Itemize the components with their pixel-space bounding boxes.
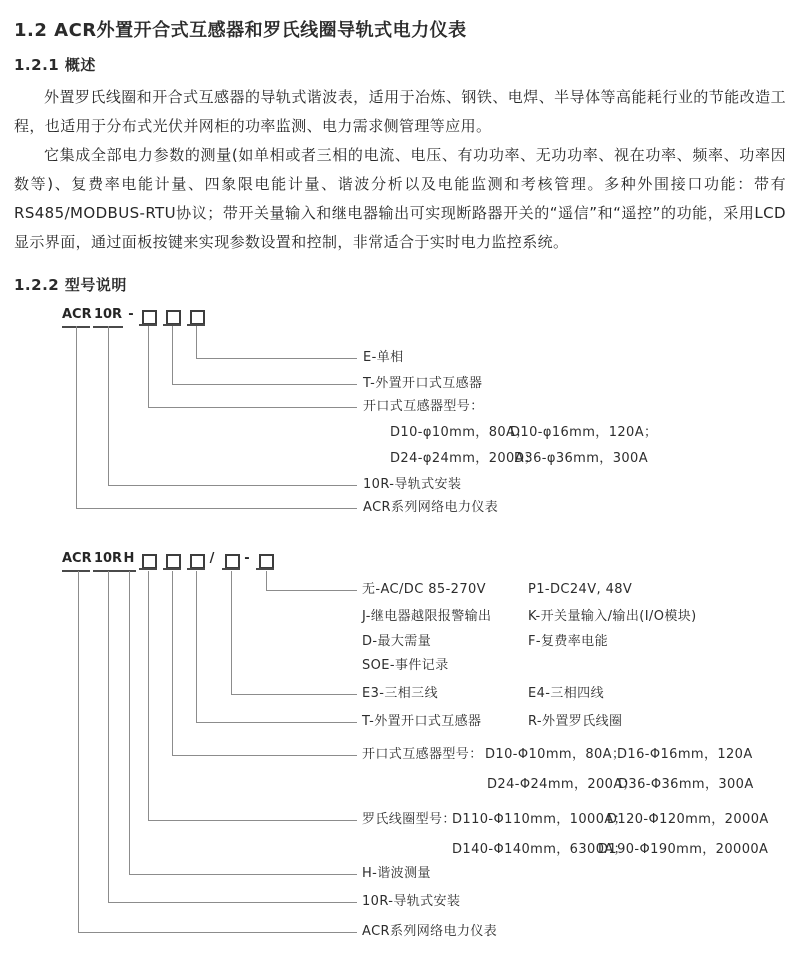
label-single-phase: E-单相 (363, 350, 404, 365)
label-relay-output: J-继电器越限报警输出 (362, 609, 492, 624)
leader-line (129, 874, 357, 875)
label-rogowski-model: D120-Φ120mm，2000A (607, 812, 769, 827)
label-max-demand: D-最大需量 (362, 634, 432, 649)
label-external-rogowski: R-外置罗氏线圈 (528, 714, 623, 729)
model-placeholder-box (259, 554, 274, 569)
label-ct-model: D24-φ24mm，200A； (390, 451, 538, 466)
model-placeholder-box (166, 310, 181, 325)
box-underline (139, 568, 157, 570)
leader-line (196, 571, 197, 722)
leader-line (148, 820, 357, 821)
label-rail-mount: 10R-导轨式安装 (362, 894, 461, 909)
leader-line (129, 571, 130, 874)
leader-line (108, 571, 109, 902)
leader-line (266, 571, 267, 590)
label-power-default: 无-AC/DC 85-270V (362, 582, 486, 597)
box-underline (163, 568, 181, 570)
label-external-ct: T-外置开口式互感器 (363, 376, 483, 391)
overview-paragraph-1: 外置罗氏线圈和开合式互感器的导轨式谐波表，适用于冶炼、钢铁、电焊、半导体等高能耗行业的节能改造工程，也适用于分布式光伏并网柜的功率监测、电力需求侧管理等应用。 (14, 88, 786, 135)
model-placeholder-box (166, 554, 181, 569)
label-ct-model: D36-Φ36mm，300A (618, 777, 754, 792)
label-series: ACR系列网络电力仪表 (363, 500, 499, 515)
leader-line (76, 326, 77, 508)
model-placeholder-box (225, 554, 240, 569)
leader-line (148, 407, 357, 408)
label-rogowski-model: D190-Φ190mm，20000A (598, 842, 769, 857)
label-series: ACR系列网络电力仪表 (362, 924, 498, 939)
overview-paragraph-2: 它集成全部电力参数的测量(如单相或者三相的电流、电压、有功功率、无功功率、视在功率、频率、功率因数等)、复费率电能计量、四象限电能计量、谐波分析以及电能监测和考核管理。多种外围接口功能：带有RS485/MODBUS-RTU协议；带开关量输入和继电器输出可实现断路器开关的“遥信”和“遥控”的功能，采用LCD显示界面，通过面板按键来实现参数设置和控制，非常适合于实时电力监控系统。 (14, 146, 786, 251)
model-token-10r: 10R (93, 552, 123, 572)
model-placeholder-box (142, 554, 157, 569)
model-token-h: H (122, 552, 136, 572)
label-io-module: K-开关量输入/输出(I/O模块) (528, 609, 697, 624)
label-multi-tariff: F-复费率电能 (528, 634, 608, 649)
model-token-dash: - (128, 307, 134, 322)
box-underline (222, 568, 240, 570)
label-ct-model-title: 开口式互感器型号： (363, 399, 484, 414)
label-ct-model: D10-φ16mm，120A； (510, 425, 658, 440)
leader-line (78, 932, 357, 933)
leader-line (148, 326, 149, 407)
model-placeholder-box (190, 310, 205, 325)
model-token-10r: 10R (93, 308, 123, 328)
leader-line (108, 485, 357, 486)
leader-line (231, 694, 357, 695)
box-underline (256, 568, 274, 570)
label-e4: E4-三相四线 (528, 686, 604, 701)
label-ct-model: D24-Φ24mm，200A； (487, 777, 637, 792)
leader-line (148, 571, 149, 820)
label-ct-model: D16-Φ16mm，120A (617, 747, 753, 762)
label-ct-model: D10-φ10mm，80A； (390, 425, 529, 440)
leader-line (78, 571, 79, 932)
section-title: 1.2 ACR外置开合式互感器和罗氏线圈导轨式电力仪表 (14, 20, 467, 41)
label-external-ct: T-外置开口式互感器 (362, 714, 482, 729)
model-token-dash: - (244, 551, 250, 566)
leader-line (196, 326, 197, 358)
leader-line (172, 571, 173, 755)
leader-line (266, 590, 357, 591)
model-token-acr: ACR (62, 552, 90, 572)
label-power-p1: P1-DC24V, 48V (528, 582, 633, 597)
label-rogowski-model-title: 罗氏线圈型号： (362, 812, 456, 827)
box-underline (187, 568, 205, 570)
model-placeholder-box (142, 310, 157, 325)
model-token-slash: / (209, 551, 215, 566)
label-harmonic: H-谐波测量 (362, 866, 431, 881)
label-ct-model: D36-φ36mm，300A (514, 451, 648, 466)
model-placeholder-box (190, 554, 205, 569)
subsection-overview-title: 1.2.1 概述 (14, 56, 96, 74)
label-rogowski-model: D140-Φ140mm，6300A； (452, 842, 628, 857)
leader-line (172, 326, 173, 384)
leader-line (108, 902, 357, 903)
leader-line (172, 384, 357, 385)
label-ct-model: D10-Φ10mm，80A； (485, 747, 626, 762)
leader-line (196, 722, 357, 723)
leader-line (231, 571, 232, 694)
leader-line (76, 508, 357, 509)
model-token-acr: ACR (62, 308, 90, 328)
leader-line (196, 358, 357, 359)
label-rogowski-model: D110-Φ110mm，1000A； (452, 812, 628, 827)
leader-line (108, 326, 109, 485)
leader-line (172, 755, 357, 756)
label-soe: SOE-事件记录 (362, 658, 449, 673)
label-rail-mount: 10R-导轨式安装 (363, 477, 462, 492)
subsection-model-title: 1.2.2 型号说明 (14, 276, 127, 294)
label-e3: E3-三相三线 (362, 686, 438, 701)
label-ct-model-title: 开口式互感器型号： (362, 747, 483, 762)
